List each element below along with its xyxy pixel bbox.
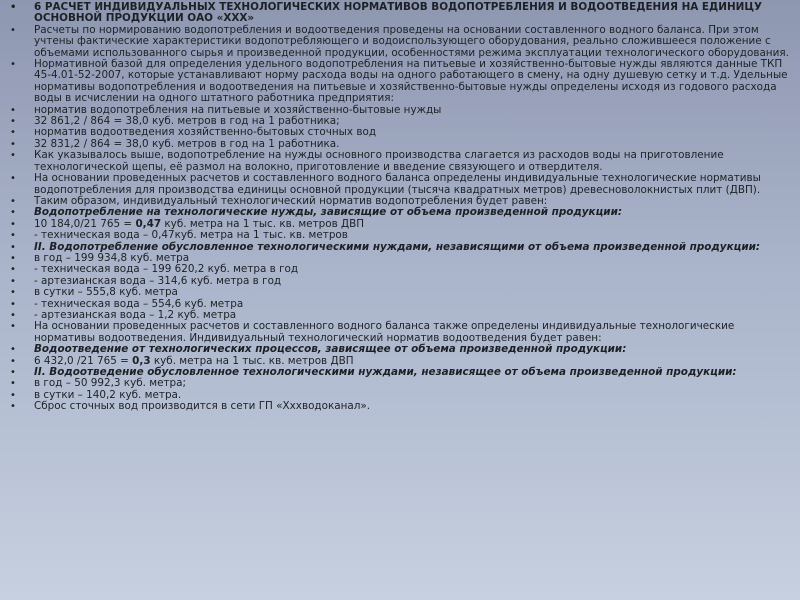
bullet-text: - техническая вода – 199 620,2 куб. метра в год bbox=[34, 263, 299, 276]
bullet-text: Как указывалось выше, водопотребление на нужды основного производства слагается из расходов воды на приготовление технологической щепы, её размол на волокно, приготовление и введение связующего и отвердителя. bbox=[34, 149, 724, 173]
bullet-text: Сброс сточных вод производится в сети ГП «Ххxводоканал». bbox=[34, 400, 371, 413]
bullet-text: в сутки – 555,8 куб. метра bbox=[34, 286, 178, 299]
bullet-item bbox=[8, 173, 792, 196]
bullet-item bbox=[8, 59, 792, 105]
bullet-text: На основании проведенных расчетов и составленного водного баланса также определены индивидуальные технологические нормативы водоотведения. Индивидуальный технологический норматив водоотведения будет равен: bbox=[34, 320, 735, 344]
bullet-item bbox=[8, 401, 792, 412]
bullet-text: II. Водопотребление обусловленное технологическими нуждами, независящими от объема произведенной продукции: bbox=[34, 240, 761, 253]
bullet-text: 32 831,2 / 864 = 38,0 куб. метров в год на 1 работника. bbox=[34, 137, 340, 150]
bullet-text: куб. метра на 1 тыс. кв. метров ДВП bbox=[161, 217, 365, 230]
bullet-text: в год – 199 934,8 куб. метра bbox=[34, 251, 190, 264]
bullet-text: II. Водоотведение обусловленное технологическими нуждами, независящее от объема произведенной продукции: bbox=[34, 366, 737, 378]
bullet-text: - артезианская вода – 1,2 куб. метра bbox=[34, 308, 237, 321]
bullet-text: в год – 50 992,3 куб. метра; bbox=[34, 377, 186, 390]
bullet-text: норматив водопотребления на питьевые и хозяйственно-бытовые нужды bbox=[34, 103, 442, 116]
bullet-item bbox=[8, 150, 792, 173]
bullet-item bbox=[8, 25, 792, 59]
slide-title-text: 6 РАСЧЕТ ИНДИВИДУАЛЬНЫХ ТЕХНОЛОГИЧЕСКИХ НОРМАТИВОВ ВОДОПОТРЕБЛЕНИЯ И ВОДООТВЕДЕНИЯ НА ЕДИНИЦУ ОСНОВНОЙ ПРОДУКЦИИ ОАО «ХХХ» bbox=[34, 1, 763, 25]
bullet-text: 32 861,2 / 864 = 38,0 куб. метров в год на 1 работника; bbox=[34, 115, 340, 128]
bullet-text: в сутки – 140,2 куб. метра. bbox=[34, 388, 182, 401]
bullet-text: Нормативной базой для определения удельного водопотребления на питьевые и хозяйственно-бытовые нужды являются данные ТКП 45-4.01-52-2007, которые устанавливают норму расхода воды на одного работающего в смену, на одну душевую сетку и т.д. Удельные нормативы водопотребления и водоотведения на питьевые и хозяйственно-бытовые нужды определены исходя из годового расхода воды в исчислении на одного штатного работника предприятия: bbox=[34, 58, 788, 105]
slide-title bbox=[8, 2, 792, 25]
bullet-text: 0,3 bbox=[132, 354, 151, 367]
bullet-text: куб. метра на 1 тыс. кв. метров ДВП bbox=[150, 354, 354, 367]
bullet-item bbox=[8, 321, 792, 344]
bullet-text: Водоотведение от технологических процессов, зависящее от объема произведенной продукции: bbox=[34, 343, 627, 356]
bullet-text: Расчеты по нормированию водопотребления и водоотведения проведены на основании составленного водного баланса. При этом учтены фактические характеристики водопотребляющего и водоиспользующего оборудования, реально сложившееся положение с объемами использованного сырья и произведенной продукции, особенностями режима эксплуатации технологического оборудования. bbox=[34, 23, 789, 59]
bullet-text: 0,47 bbox=[135, 217, 162, 230]
bullet-text: - техническая вода – 0,47куб. метра на 1 тыс. кв. метров bbox=[34, 229, 348, 242]
bullet-text: Таким образом, индивидуальный технологический норматив водопотребления будет равен: bbox=[34, 194, 548, 207]
bullet-text: норматив водоотведения хозяйственно-бытовых сточных вод bbox=[34, 126, 376, 139]
bullet-text: 10 184,0/21 765 = bbox=[34, 217, 136, 230]
bullet-text: На основании проведенных расчетов и составленного водного баланса определены индивидуальные технологические нормативы водопотребления для производства единицы основной продукции (тысяча квадратных метров) древесноволокнистых плит (ДВП). bbox=[34, 172, 761, 196]
bullet-text: - техническая вода – 554,6 куб. метра bbox=[34, 297, 244, 310]
bullet-text: Водопотребление на технологические нужды, зависящие от объема произведенной продукции: bbox=[34, 206, 623, 219]
bullet-text: 6 432,0 /21 765 = bbox=[34, 354, 133, 367]
bullet-text: - артезианская вода – 314,6 куб. метра в год bbox=[34, 274, 282, 287]
